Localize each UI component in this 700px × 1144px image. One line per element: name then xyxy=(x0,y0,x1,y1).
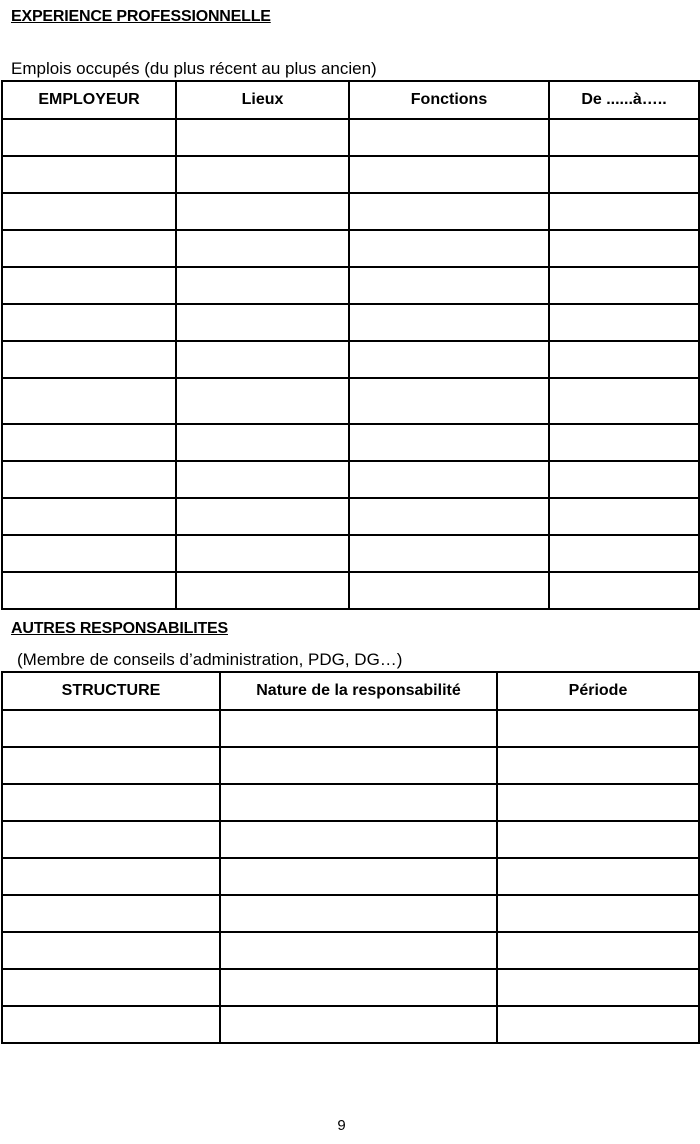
responsibilities-cell[interactable] xyxy=(220,710,497,747)
responsibilities-cell[interactable] xyxy=(220,895,497,932)
experience-cell[interactable] xyxy=(549,461,699,498)
responsibilities-cell[interactable] xyxy=(2,858,220,895)
experience-table xyxy=(1,80,700,610)
experience-cell[interactable] xyxy=(349,230,549,267)
experience-cell[interactable] xyxy=(549,424,699,461)
column-header-lieux: Lieux xyxy=(176,81,349,119)
experience-row xyxy=(2,461,699,498)
experience-cell[interactable] xyxy=(176,267,349,304)
responsibilities-row xyxy=(2,932,699,969)
experience-cell[interactable] xyxy=(2,267,176,304)
experience-cell[interactable] xyxy=(549,193,699,230)
responsibilities-cell[interactable] xyxy=(220,932,497,969)
responsibilities-cell[interactable] xyxy=(2,895,220,932)
responsibilities-cell[interactable] xyxy=(497,784,699,821)
responsibilities-cell[interactable] xyxy=(497,858,699,895)
experience-cell[interactable] xyxy=(349,267,549,304)
experience-cell[interactable] xyxy=(349,378,549,424)
responsibilities-cell[interactable] xyxy=(497,1006,699,1043)
experience-header-row xyxy=(2,81,699,119)
experience-cell[interactable] xyxy=(349,535,549,572)
responsibilities-cell[interactable] xyxy=(220,821,497,858)
experience-row xyxy=(2,304,699,341)
experience-cell[interactable] xyxy=(549,572,699,609)
experience-cell[interactable] xyxy=(2,156,176,193)
experience-cell[interactable] xyxy=(2,424,176,461)
responsibilities-cell[interactable] xyxy=(220,969,497,1006)
experience-cell[interactable] xyxy=(549,535,699,572)
experience-row xyxy=(2,193,699,230)
experience-cell[interactable] xyxy=(176,424,349,461)
experience-cell[interactable] xyxy=(176,119,349,156)
experience-cell[interactable] xyxy=(176,572,349,609)
responsibilities-row xyxy=(2,710,699,747)
responsibilities-cell[interactable] xyxy=(497,710,699,747)
experience-cell[interactable] xyxy=(349,119,549,156)
experience-cell[interactable] xyxy=(176,230,349,267)
responsibilities-cell[interactable] xyxy=(497,969,699,1006)
experience-cell[interactable] xyxy=(2,498,176,535)
experience-cell[interactable] xyxy=(349,304,549,341)
section-subtitle-experience: Emplois occupés (du plus récent au plus ancien) xyxy=(11,59,377,78)
responsibilities-cell[interactable] xyxy=(220,858,497,895)
experience-cell[interactable] xyxy=(176,378,349,424)
responsibilities-cell[interactable] xyxy=(497,932,699,969)
experience-cell[interactable] xyxy=(2,230,176,267)
responsibilities-cell[interactable] xyxy=(2,1006,220,1043)
column-header-periode-resp: Période xyxy=(497,672,699,710)
experience-cell[interactable] xyxy=(176,535,349,572)
experience-cell[interactable] xyxy=(176,156,349,193)
experience-cell[interactable] xyxy=(349,341,549,378)
experience-row xyxy=(2,267,699,304)
responsibilities-header-row xyxy=(2,672,699,710)
experience-cell[interactable] xyxy=(176,498,349,535)
column-header-nature: Nature de la responsabilité xyxy=(220,672,497,710)
responsibilities-cell[interactable] xyxy=(2,710,220,747)
column-header-employeur: EMPLOYEUR xyxy=(2,81,176,119)
experience-row xyxy=(2,341,699,378)
experience-table-body xyxy=(2,119,699,609)
experience-cell[interactable] xyxy=(2,535,176,572)
responsibilities-cell[interactable] xyxy=(220,1006,497,1043)
experience-cell[interactable] xyxy=(2,378,176,424)
experience-row xyxy=(2,424,699,461)
responsibilities-row xyxy=(2,1006,699,1043)
responsibilities-cell[interactable] xyxy=(220,747,497,784)
responsibilities-row xyxy=(2,821,699,858)
column-header-structure: STRUCTURE xyxy=(2,672,220,710)
experience-cell[interactable] xyxy=(349,193,549,230)
experience-cell[interactable] xyxy=(549,378,699,424)
responsibilities-cell[interactable] xyxy=(2,747,220,784)
responsibilities-cell[interactable] xyxy=(2,932,220,969)
responsibilities-cell[interactable] xyxy=(497,821,699,858)
experience-cell[interactable] xyxy=(349,156,549,193)
section-title-responsibilities: AUTRES RESPONSABILITES xyxy=(11,620,228,637)
responsibilities-row xyxy=(2,858,699,895)
experience-cell[interactable] xyxy=(549,119,699,156)
responsibilities-cell[interactable] xyxy=(220,784,497,821)
experience-row xyxy=(2,535,699,572)
responsibilities-table xyxy=(1,671,700,1044)
responsibilities-cell[interactable] xyxy=(2,784,220,821)
experience-cell[interactable] xyxy=(2,572,176,609)
experience-cell[interactable] xyxy=(549,230,699,267)
column-header-periode: De ......à….. xyxy=(549,81,699,119)
responsibilities-cell[interactable] xyxy=(2,969,220,1006)
page-number: 9 xyxy=(337,1117,346,1134)
experience-row xyxy=(2,119,699,156)
experience-row xyxy=(2,378,699,424)
section-subtitle-responsibilities: (Membre de conseils d’administration, PDG, DG…) xyxy=(17,650,403,669)
responsibilities-cell[interactable] xyxy=(2,821,220,858)
experience-cell[interactable] xyxy=(2,341,176,378)
experience-row xyxy=(2,572,699,609)
experience-cell[interactable] xyxy=(349,498,549,535)
responsibilities-cell[interactable] xyxy=(497,747,699,784)
experience-cell[interactable] xyxy=(549,267,699,304)
section-title-experience: EXPERIENCE PROFESSIONNELLE xyxy=(11,8,271,25)
experience-cell[interactable] xyxy=(549,498,699,535)
experience-cell[interactable] xyxy=(349,424,549,461)
experience-row xyxy=(2,230,699,267)
experience-cell[interactable] xyxy=(176,341,349,378)
responsibilities-row xyxy=(2,747,699,784)
responsibilities-table-body xyxy=(2,710,699,1043)
experience-cell[interactable] xyxy=(549,156,699,193)
experience-cell[interactable] xyxy=(2,304,176,341)
responsibilities-row xyxy=(2,969,699,1006)
responsibilities-row xyxy=(2,895,699,932)
responsibilities-cell[interactable] xyxy=(497,895,699,932)
experience-cell[interactable] xyxy=(349,461,549,498)
experience-row xyxy=(2,156,699,193)
experience-cell[interactable] xyxy=(549,304,699,341)
experience-cell[interactable] xyxy=(2,119,176,156)
column-header-fonctions: Fonctions xyxy=(349,81,549,119)
experience-cell[interactable] xyxy=(176,304,349,341)
experience-cell[interactable] xyxy=(176,461,349,498)
experience-cell[interactable] xyxy=(176,193,349,230)
experience-cell[interactable] xyxy=(549,341,699,378)
responsibilities-row xyxy=(2,784,699,821)
experience-cell[interactable] xyxy=(349,572,549,609)
experience-cell[interactable] xyxy=(2,461,176,498)
experience-row xyxy=(2,498,699,535)
experience-cell[interactable] xyxy=(2,193,176,230)
